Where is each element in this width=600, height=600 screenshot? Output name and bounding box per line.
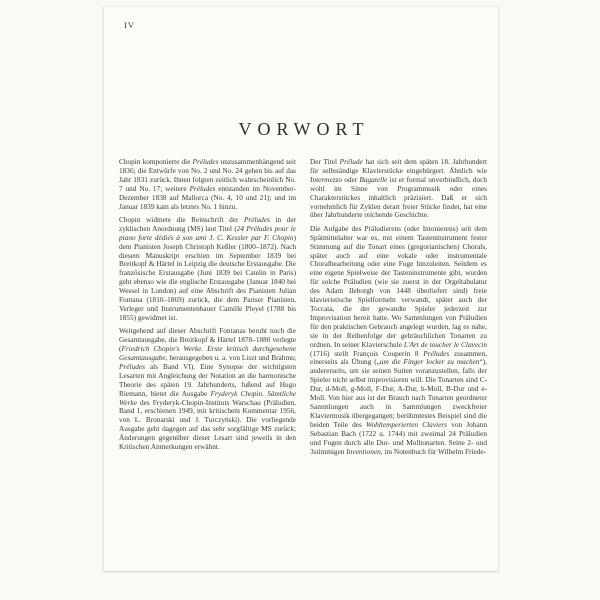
italic-title: Préludes bbox=[423, 348, 450, 358]
italic-title: Friedrich Chopin's Werke. Erste kritisch durchgesehene Gesamtausgabe bbox=[119, 344, 296, 363]
left-column bbox=[119, 158, 296, 456]
right-column bbox=[310, 158, 487, 456]
text-columns bbox=[119, 158, 487, 456]
italic-title: L'Art de toucher le Clavecin bbox=[403, 339, 487, 349]
italic-title: Inventionen bbox=[346, 446, 381, 456]
italic-title: 24 Préludes pour le piano forte dédiés à son ami J. C. Kessler par F. Chopin bbox=[119, 223, 296, 242]
italic-title: Wohltemperierten Claviers bbox=[366, 419, 448, 429]
italic-title: Fryderyk Chopin. Sämtliche Werke bbox=[119, 388, 297, 407]
italic-title: um die Finger locker zu machen bbox=[379, 357, 480, 367]
paragraph: Chopin widmete die Reinschrift der Préludes in der zyklischen Anordnung (MS) laut Titel (24 Préludes pour le piano forte dédiés à son ami J. C. Kessler par F. Chopin) dem Pianisten Joseph Christoph Keßler (1800–1872). Nach diesem Manuskript erschien im September 1839 bei Breitkopf & Härtel in Leipzig die deutsche Erstausgabe. Die französische Erstausgabe (Juni 1839 bei Catelin in Paris) geht ebenso wie die englische Erstausgabe (Januar 1840 bei Wessel in London) auf eine Abschrift des Pianisten Julian Fontana (1810–1869) zurück, die dem Pariser Pianisten, Verleger und Instrumentenbauer Camille Pleyel (1788 bis 1855) gewidmet ist. bbox=[119, 214, 296, 322]
italic-title: Prélude bbox=[339, 157, 363, 166]
paragraph: Der Titel Prélude hat sich seit dem späten 18. Jahrhundert für selbständige Klavierstücke eingebürgert. Ähnlich wie Intermezzo oder Bagatelle ist er formal unverbindlich, doch wohl im Sinne von Programmusik oder eines Charakterstückes inhaltlich präzisiert. Daß er sich vornehmlich für Zyklen derart freier Stücke findet, hat eine über Jahrhunderte reichende Geschichte. bbox=[310, 157, 488, 220]
italic-title: Préludes bbox=[189, 183, 216, 193]
paragraph: Die Aufgabe des Präludierens (oder Intonierens) seit dem Spätmittelalter war es, mit einem Tasteninstrument fester Stimmung auf die Tonart eines (gregorianischen) Chorals, später auch auf eine vokale oder instrumentale Choralbearbeitung oder eine Fuge hinzuleiten. Seitdem es eine eigene Spielweise der Tasteninstrumente gibt, wurden für solche Präludien (wie sie zuerst in der Orgeltabulatur des Adam Ileborgh von 1448 überliefert sind) freie klavieristische Spielformeln verwandt, später auch der Toccata, die der gewandte Spieler jederzeit zur Improvisation bereit hatte. Wo Sammlungen von Präludien für den praktischen Gebrauch angelegt wurden, lag es nahe, sie in der Reihenfolge der gebräuchlichen Tonarten zu ordnen. In seiner Klavierschule L'Art de toucher le Clavecin (1716) stellt François Couperin 8 Préludes zusammen, einerseits als Übung („um die Finger locker zu machen“), andererseits, um sie seinen Suiten voranzustellen, falls der Spieler nicht selbst improvisieren will. Die Tonarten sind C-Dur, d-Moll, g-Moll, F-Dur, A-Dur, h-Moll, B-Dur und e-Moll. Von hier aus ist der Brauch nach Tonarten geordneter Sammlungen auch in Sammlungen zweckfreier Klaviermusik übergegangen; berühmtestes Beispiel sind die beiden Teile des Wohltemperierten Claviers von Johann Sebastian Bach (1722 u. 1744) mit zweimal 24 Präludien und Fugen durch alle Dur- und Molltonarten. Seine 2- und 3stimmigen Inventionen, im Notenbuch für Wilhelm Friede- bbox=[310, 223, 488, 456]
paragraph: Weitgehend auf dieser Abschrift Fontanas beruht noch die Gesamtausgabe, die Breitkopf & Härtel 1878–1880 verlegte (Friedrich Chopin's Werke. Erste kritisch durchgesehene Gesamtausgabe, herausgegeben u. a. von Liszt und Brahms; Préludes als Band VI). Eine Synopse der wichtigsten Lesarten mit Angleichung der Notation an die harmonische Theorie des späten 19. Jahrhunderts, fußend auf Hugo Riemann, bietet die Ausgabe Fryderyk Chopin. Sämtliche Werke des Fryderyk-Chopin-Instituts Warschau (Präludien, Band 1, erschienen 1949, mit kritischem Kommentar 1956, von L. Bronarski und J. Turczyński). Die vorliegende Ausgabe geht dagegen auf das sehr sorgfältige MS zurück; Änderungen gegenüber dieser Lesart sind jeweils in den Kritischen Anmerkungen erwähnt. bbox=[119, 326, 297, 452]
italic-title: Préludes bbox=[119, 361, 145, 371]
italic-title: Intermezzo bbox=[310, 174, 343, 184]
paragraph: Chopin komponierte die Préludes unzusammenhängend seit 1836; die Entwürfe von No. 2 und No. 24 gehen bis auf das Jahr 1831 zurück. Ihnen folgten zeitlich wahrscheinlich No. 7 und No. 17; weitere Préludes entstanden im November-Dezember 1838 auf Mallorca (No. 4, 10 und 21); und im Januar 1839 kam als letztes No. 1 hinzu. bbox=[119, 157, 296, 211]
book-page bbox=[103, 6, 499, 572]
italic-title: Préludes bbox=[192, 157, 219, 166]
italic-title: Bagatelle bbox=[359, 174, 388, 184]
italic-title: Préludes bbox=[243, 214, 270, 224]
page-number: IV bbox=[124, 20, 135, 30]
page-title: VORWORT bbox=[238, 119, 370, 139]
